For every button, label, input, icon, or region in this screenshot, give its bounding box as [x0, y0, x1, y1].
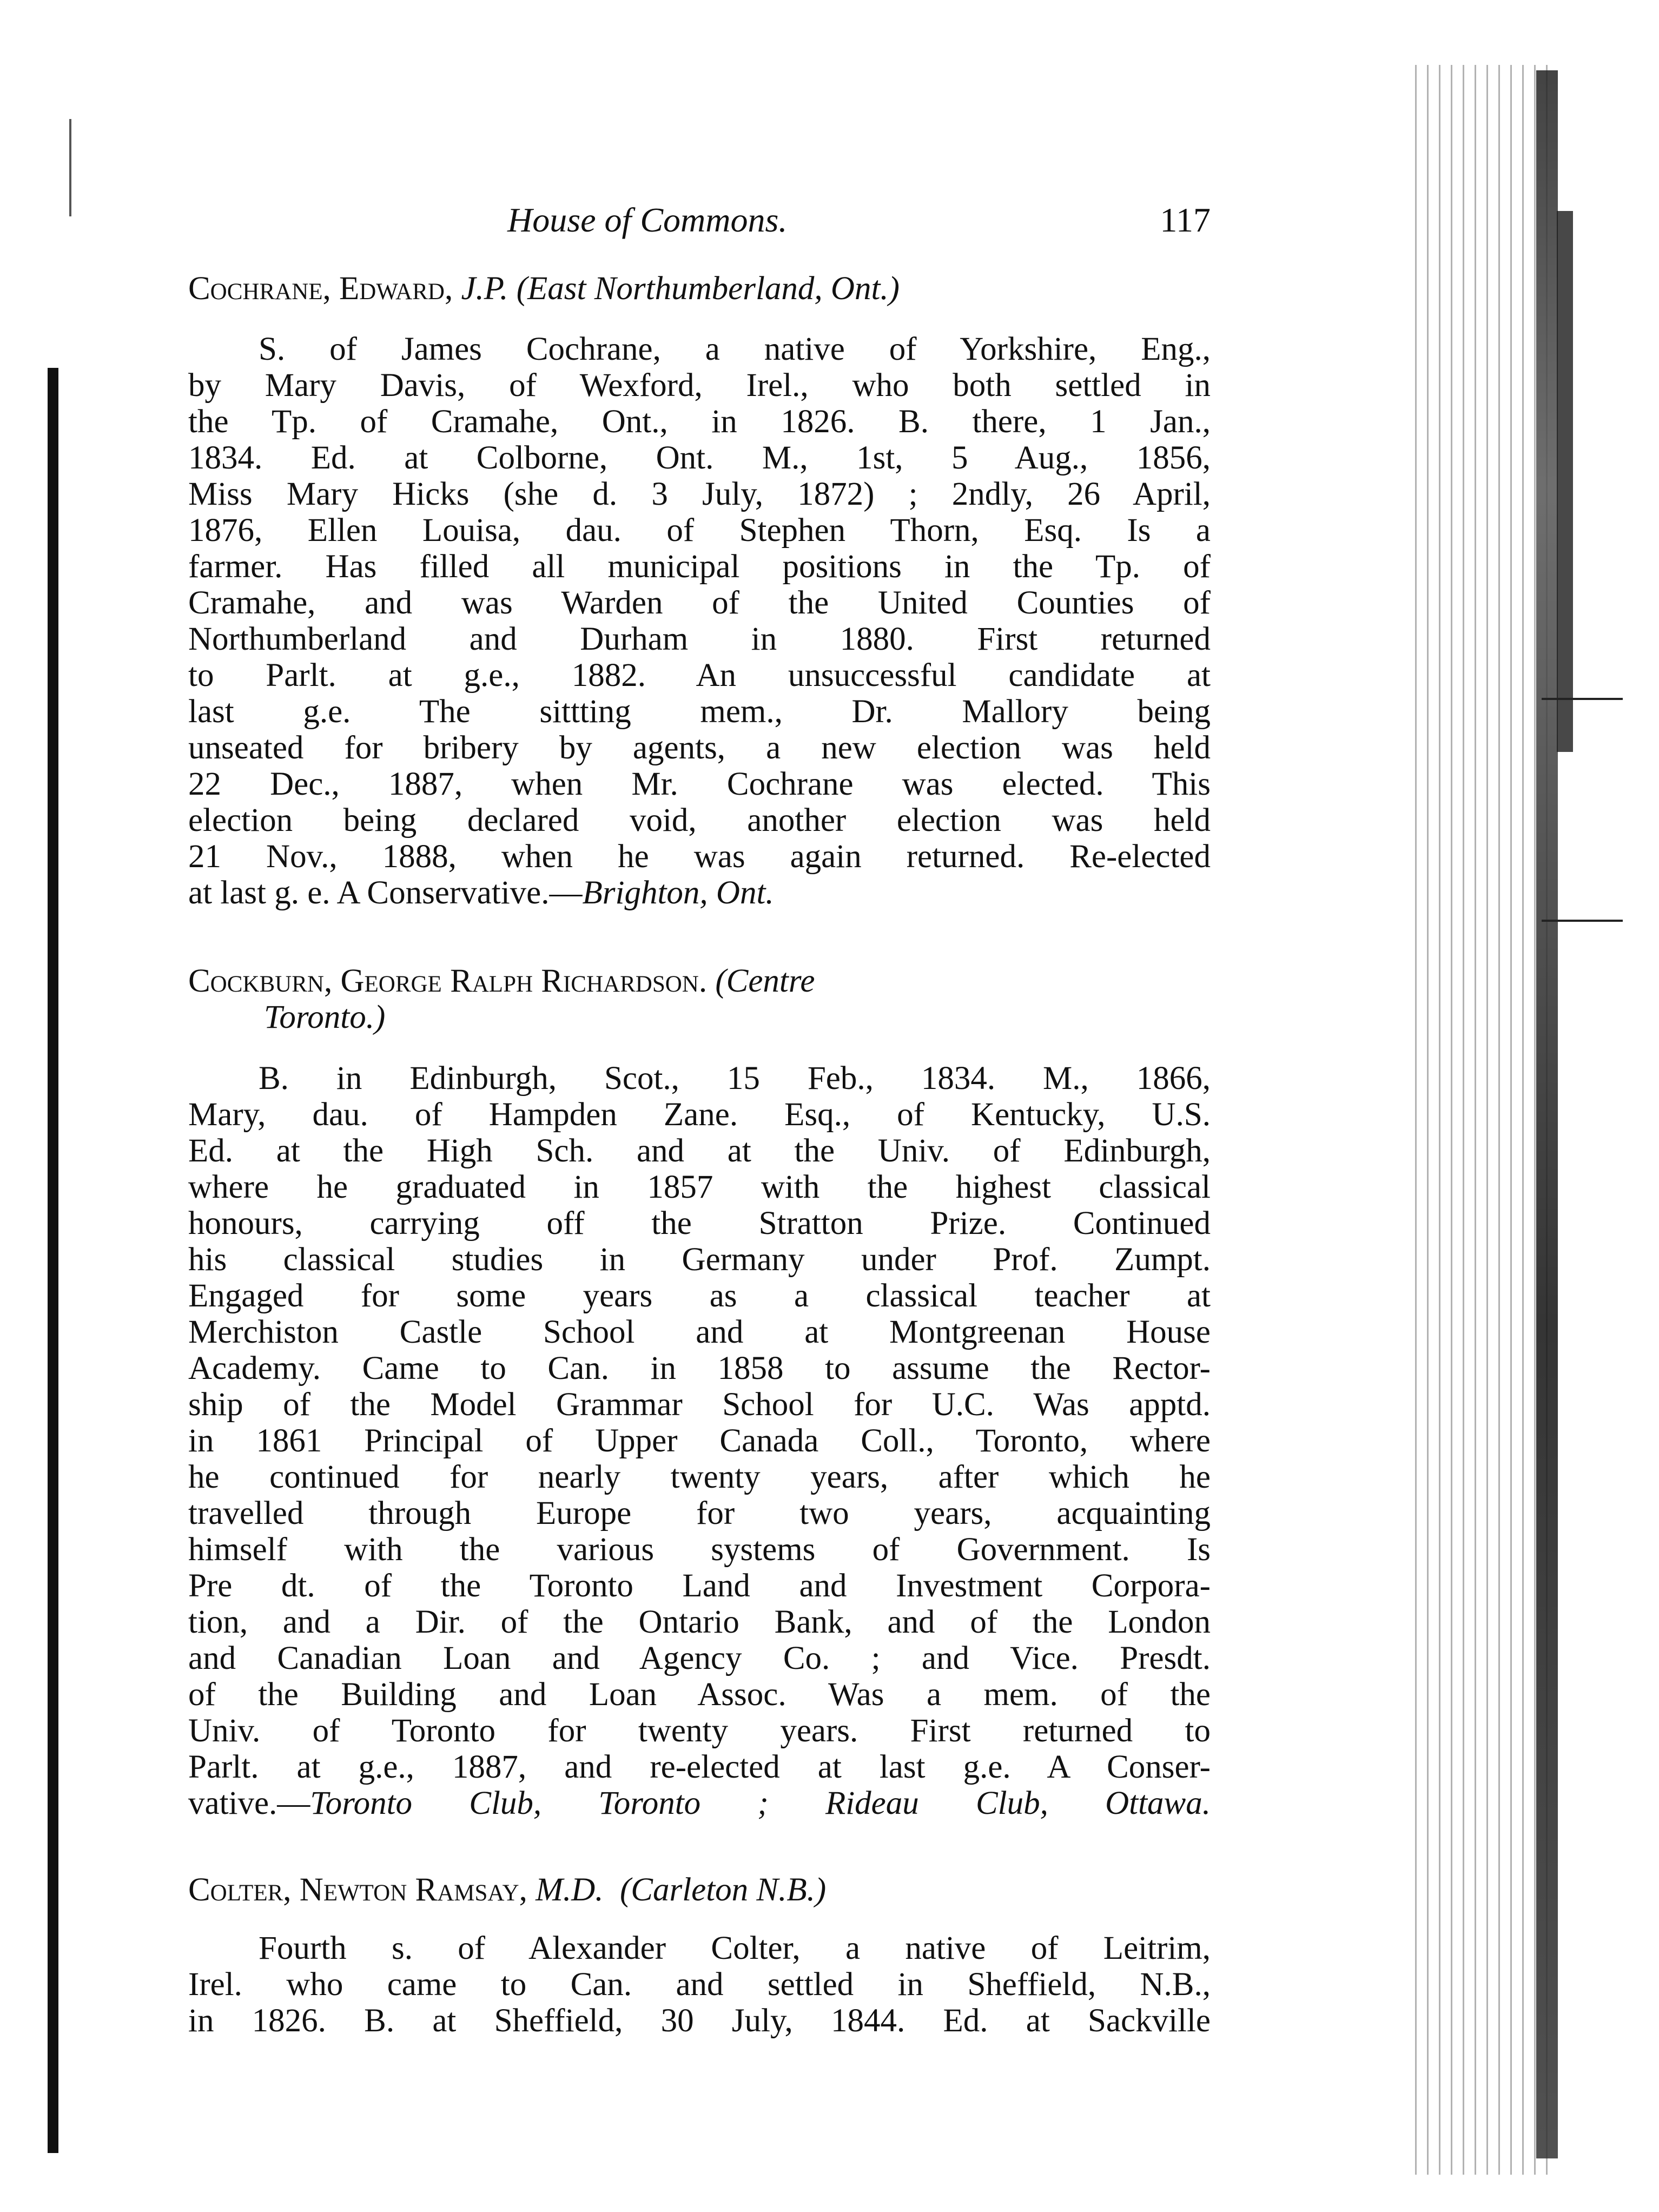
entry-heading [188, 963, 1211, 1035]
entry-line: where he graduated in 1857 with the highest classical [188, 1169, 1211, 1205]
entry-line: in 1826. B. at Sheffield, 30 July, 1844. Ed. at Sackville [188, 2003, 1211, 2039]
entry-line: honours, carrying off the Stratton Prize. Continued [188, 1205, 1211, 1242]
entry-line: Northumberland and Durham in 1880. First returned [188, 621, 1211, 657]
entry-residence: Toronto Club, Toronto ; Rideau Club, Ottawa. [310, 1785, 1211, 1821]
scan-rule [1542, 698, 1623, 700]
entry-line: Parlt. at g.e., 1887, and re-elected at last g.e. A Conser- [188, 1749, 1211, 1785]
entry-heading [188, 270, 1211, 307]
entry-line: Ed. at the High Sch. and at the Univ. of Edinburgh, [188, 1133, 1211, 1169]
running-head [188, 200, 1211, 243]
entry-line: B. in Edinburgh, Scot., 15 Feb., 1834. M., 1866, [259, 1060, 1211, 1097]
entry-line: ship of the Model Grammar School for U.C. Was apptd. [188, 1386, 1211, 1423]
entry-honour: M.D. [536, 1872, 604, 1908]
page-edge-shadow [48, 368, 58, 2153]
entry-body [188, 1060, 1211, 1821]
entry-line: Miss Mary Hicks (she d. 3 July, 1872) ; 2ndly, 26 April, [188, 476, 1211, 512]
entry-line: S. of James Cochrane, a native of Yorkshire, Eng., [259, 331, 1211, 367]
entry-line: Merchiston Castle School and at Montgreenan House [188, 1314, 1211, 1350]
binding-dark-strip [1536, 70, 1558, 2158]
entry-line-last [188, 875, 1211, 911]
entry-body [188, 331, 1211, 911]
entry-name: Cockburn, George Ralph Richardson. [188, 963, 708, 999]
entry-line: Pre dt. of the Toronto Land and Investment Corpora- [188, 1568, 1211, 1604]
binding-shadow [1412, 65, 1552, 2175]
entry-line: 1834. Ed. at Colborne, Ont. M., 1st, 5 Aug., 1856, [188, 440, 1211, 476]
entry-line: vative.— [188, 1785, 310, 1821]
entry-line: travelled through Europe for two years, acquainting [188, 1495, 1211, 1531]
entry-line: and Canadian Loan and Agency Co. ; and Vice. Presdt. [188, 1640, 1211, 1676]
entry-line: 22 Dec., 1887, when Mr. Cochrane was elected. This [188, 766, 1211, 802]
entry-line: unseated for bribery by agents, a new election was held [188, 730, 1211, 766]
entry-line: last g.e. The sittting mem., Dr. Mallory being [188, 694, 1211, 730]
entry-constituency: (Carleton N.B.) [619, 1872, 827, 1908]
entry-line: 1876, Ellen Louisa, dau. of Stephen Thorn, Esq. Is a [188, 512, 1211, 549]
page-number: 117 [1160, 201, 1211, 239]
entry-constituency-cont: Toronto.) [264, 999, 386, 1035]
entry-line: himself with the various systems of Government. Is [188, 1531, 1211, 1568]
entry-line: his classical studies in Germany under Prof. Zumpt. [188, 1242, 1211, 1278]
entry-name: Cochrane, Edward, [188, 270, 453, 307]
entry-heading [188, 1872, 1211, 1908]
entry-line: Fourth s. of Alexander Colter, a native of Leitrim, [259, 1930, 1211, 1966]
entry-line: to Parlt. at g.e., 1882. An unsuccessful candidate at [188, 657, 1211, 694]
entry-line: farmer. Has filled all municipal positions in the Tp. of [188, 549, 1211, 585]
entry-line: Irel. who came to Can. and settled in Sheffield, N.B., [188, 1966, 1211, 2003]
binding-dark-strip-inner [1557, 211, 1573, 752]
entry-line: tion, and a Dir. of the Ontario Bank, and of the London [188, 1604, 1211, 1640]
entry-line: Univ. of Toronto for twenty years. First returned to [188, 1713, 1211, 1749]
entry-line: Academy. Came to Can. in 1858 to assume the Rector- [188, 1350, 1211, 1386]
entry-line-last [188, 1785, 1211, 1821]
entry-honour: J.P. [461, 270, 508, 307]
entry-line: the Tp. of Cramahe, Ont., in 1826. B. there, 1 Jan., [188, 404, 1211, 440]
entry-line: of the Building and Loan Assoc. Was a mem. of the [188, 1676, 1211, 1713]
entry-body [188, 1930, 1211, 2039]
entry-constituency: (Centre [715, 963, 815, 999]
entry-line: in 1861 Principal of Upper Canada Coll., Toronto, where [188, 1423, 1211, 1459]
scan-rule [1542, 920, 1623, 922]
entry-line: by Mary Davis, of Wexford, Irel., who both settled in [188, 367, 1211, 404]
entry-constituency: (East Northumberland, Ont.) [516, 270, 900, 307]
entry-line: Cramahe, and was Warden of the United Counties of [188, 585, 1211, 621]
entry-line: Engaged for some years as a classical teacher at [188, 1278, 1211, 1314]
entry-residence: Brighton, Ont. [582, 875, 774, 911]
entry-line: he continued for nearly twenty years, after which he [188, 1459, 1211, 1495]
entry-line: election being declared void, another election was held [188, 802, 1211, 838]
entry-line: at last g. e. A Conservative.— [188, 875, 583, 911]
entry-line: Mary, dau. of Hampden Zane. Esq., of Kentucky, U.S. [188, 1097, 1211, 1133]
entry-name: Colter, Newton Ramsay, [188, 1872, 527, 1908]
entry-line: 21 Nov., 1888, when he was again returned. Re-elected [188, 838, 1211, 875]
scan-mark [69, 119, 71, 216]
running-head-title: House of Commons. [507, 201, 788, 239]
